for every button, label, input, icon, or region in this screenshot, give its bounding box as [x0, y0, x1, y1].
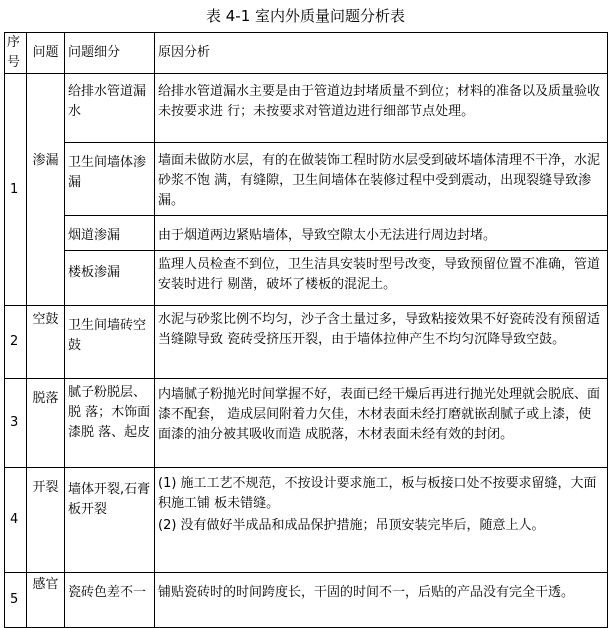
row-cause: 监理人员检查不到位，卫生洁具安装时型号改变，导致预留位置不准确，管道安装时进行 剔凿，破坏了楼板的混泥土。 — [155, 251, 608, 306]
header-cause: 原因分析 — [155, 33, 608, 74]
header-problem: 问题 — [27, 33, 65, 74]
table-row — [5, 143, 608, 216]
row-seq: 4 — [5, 468, 27, 573]
row-cause: 给排水管道漏水主要是由于管道边封堵质量不到位；材料的准备以及质量验收未按要求进 行；未按要求对管道边进行细部节点处理。 — [155, 74, 608, 143]
row-detail: 卫生间墙体渗漏 — [65, 143, 155, 216]
row-problem — [27, 74, 65, 306]
row-seq: 3 — [5, 379, 27, 468]
table-row — [5, 379, 608, 468]
row-seq: 1 — [5, 74, 27, 306]
header-row — [5, 33, 608, 74]
row-detail: 给排水管道漏水 — [65, 74, 155, 143]
row-cause: 水泥与砂浆比例不均匀，沙子含土量过多，导致粘接效果不好瓷砖没有预留适当缝隙导致 瓷砖受挤压开裂，由于墙体拉伸产生不均匀沉降导致空鼓。 — [155, 306, 608, 379]
row-cause: 墙面未做防水层，有的在做装饰工程时防水层受到破坏墙体清理不干净，水泥砂浆不饱 满，有缝隙，卫生间墙体在装修过程中受到震动，出现裂缝导致渗漏。 — [155, 143, 608, 216]
row-detail: 瓷砖色差不一 — [65, 573, 155, 628]
row-detail: 楼板渗漏 — [65, 251, 155, 306]
row-detail: 墙体开裂,石膏 板开裂 — [65, 468, 155, 573]
quality-analysis-table — [4, 32, 608, 628]
header-detail: 问题细分 — [65, 33, 155, 74]
table-row — [5, 216, 608, 251]
table-row — [5, 251, 608, 306]
row-cause: 内墙腻子粉抛光时间掌握不好，表面已经干燥后再进行抛光处理就会脱底、面漆不配套， 造成层间附着力欠佳，木材表面未经打磨就嵌刮腻子或上漆，使面漆的油分被其吸收而造 成脱落，木材表面未经有效的封闭。 — [155, 379, 608, 468]
row-cause — [155, 468, 608, 573]
row-detail: 腻子粉脱层、脱 落；木饰面漆脱 落、起皮 — [65, 379, 155, 468]
row-seq: 2 — [5, 306, 27, 379]
table-row — [5, 468, 608, 573]
row-problem: 脱落 — [27, 379, 65, 468]
row-detail: 烟道渗漏 — [65, 216, 155, 251]
row-problem: 开裂 — [27, 468, 65, 573]
header-seq: 序号 — [5, 33, 27, 74]
cause-item: (2) 没有做好半成品和成品保护措施；吊顶安装完毕后，随意上人。 — [158, 518, 545, 533]
cause-item: (1) 施工工艺不规范，不按设计要求施工，板与板接口处不按要求留缝，大面积施工铺 板未错缝。 — [158, 476, 597, 511]
row-problem: 感官 — [27, 573, 65, 628]
row-seq: 5 — [5, 573, 27, 628]
row-detail: 卫生间墙砖空鼓 — [65, 306, 155, 379]
table-title: 表 4-1 室内外质量问题分析表 — [205, 7, 406, 25]
row-problem: 空鼓 — [27, 306, 65, 379]
table-row — [5, 74, 608, 143]
table-row — [5, 306, 608, 379]
row-cause: 由于烟道两边紧贴墙体，导致空隙太小无法进行周边封堵。 — [155, 216, 608, 251]
table-row — [5, 573, 608, 628]
row-cause: 铺贴瓷砖时的时间跨度长，干固的时间不一，后贴的产品没有完全干透。 — [155, 573, 608, 628]
problem-label: 渗漏 — [32, 152, 59, 168]
